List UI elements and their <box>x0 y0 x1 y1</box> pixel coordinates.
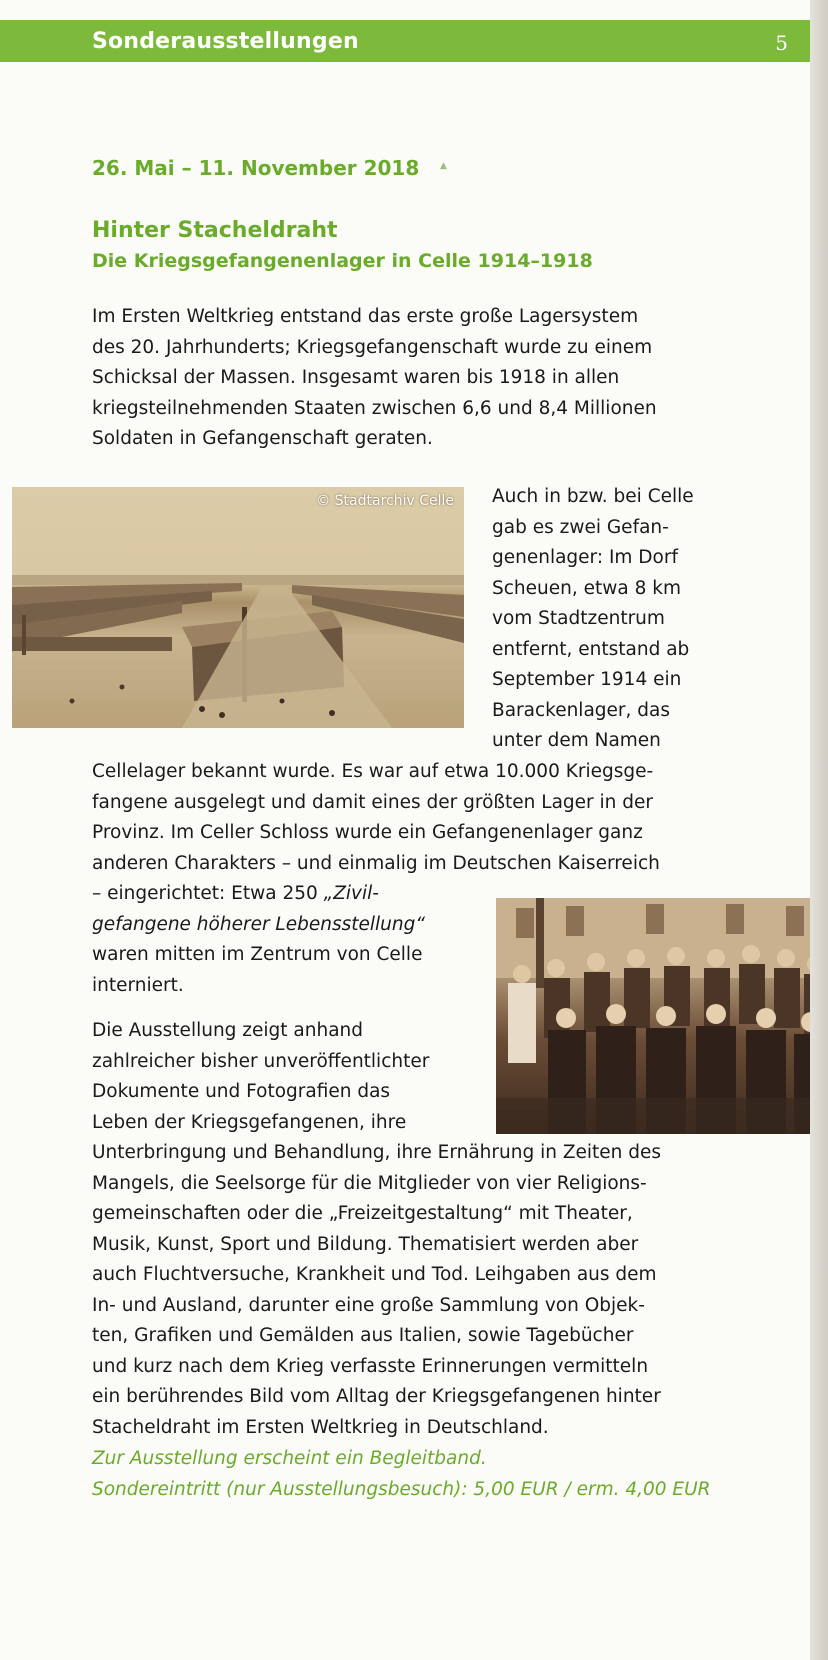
footer-notes <box>92 1444 711 1505</box>
text-line: Soldaten in Gefangenschaft geraten. <box>92 428 433 449</box>
text-line: September 1914 ein <box>492 669 682 690</box>
text-line: Mangels, die Seelsorge für die Mitglieder von vier Religions- <box>92 1172 647 1194</box>
camp-photo <box>12 487 464 728</box>
text-line: gab es zwei Gefan- <box>492 516 669 538</box>
text-line <box>92 879 425 910</box>
small-arrow-icon: ▲ <box>440 161 447 171</box>
text-line: anderen Charakters – und einmalig im Deutschen Kaiserreich <box>92 852 660 874</box>
text-fragment: – eingerichtet: Etwa 250 <box>92 883 324 904</box>
text-line: Barackenlager, das <box>492 699 670 721</box>
text-line: und kurz nach dem Krieg verfasste Erinnerungen vermitteln <box>92 1355 649 1377</box>
italic-quote: „Zivil- <box>323 883 379 904</box>
text-line: genenlager: Im Dorf <box>492 547 678 568</box>
text-line: Schicksal der Massen. Insgesamt waren bis 1918 in allen <box>92 367 620 388</box>
exhibit-paragraph-bottom <box>92 1138 661 1443</box>
companion-volume-note: Zur Ausstellung erscheint ein Begleitband. <box>92 1448 487 1469</box>
text-line: waren mitten im Zentrum von Celle <box>92 944 423 965</box>
exhibition-date: 26. Mai – 11. November 2018 <box>92 156 420 180</box>
section-header <box>0 20 810 62</box>
page-edge <box>810 0 828 1660</box>
text-line: In- und Ausland, darunter eine große Sammlung von Objek- <box>92 1294 645 1316</box>
text-line: Leben der Kriegsgefangenen, ihre <box>92 1111 407 1133</box>
text-line: Musik, Kunst, Sport und Bildung. Thematisiert werden aber <box>92 1233 639 1255</box>
text-line: unter dem Namen <box>492 730 661 751</box>
text-line: fangene ausgelegt und damit eines der größten Lager in der <box>92 791 654 813</box>
camp-photo-illustration <box>12 487 464 728</box>
text-line: Auch in bzw. bei Celle <box>492 486 694 507</box>
text-line: Cellelager bekannt wurde. Es war auf etwa 10.000 Kriegsge- <box>92 761 654 782</box>
page-number: 5 <box>775 31 788 55</box>
side-paragraph <box>492 482 694 757</box>
admission-fee: Sondereintritt (nur Ausstellungsbesuch): 5,00 EUR / erm. 4,00 EUR <box>92 1478 711 1500</box>
text-line: kriegsteilnehmenden Staaten zwischen 6,6 und 8,4 Millionen <box>92 397 657 419</box>
text-line: Stacheldraht im Ersten Weltkrieg in Deutschland. <box>92 1416 549 1438</box>
text-line: vom Stadtzentrum <box>492 608 665 629</box>
text-line: Die Ausstellung zeigt anhand <box>92 1020 363 1041</box>
text-line: gefangene höherer Lebensstellung“ <box>92 913 425 935</box>
text-line: ten, Grafiken und Gemälden aus Italien, sowie Tagebücher <box>92 1325 634 1346</box>
text-line: Provinz. Im Celler Schloss wurde ein Gefangenenlager ganz <box>92 822 643 843</box>
photo-credit: © Stadtarchiv Celle <box>316 493 454 509</box>
intro-paragraph <box>92 302 657 455</box>
text-line: ein berührendes Bild vom Alltag der Kriegsgefangenen hinter <box>92 1386 661 1407</box>
exhibition-title: Hinter Stacheldraht <box>92 218 338 243</box>
section-title: Sonderausstellungen <box>92 29 359 54</box>
group-photo <box>496 898 828 1134</box>
text-line: Unterbringung und Behandlung, ihre Ernährung in Zeiten des <box>92 1142 662 1163</box>
text-line: auch Fluchtversuche, Krankheit und Tod. Leihgaben aus dem <box>92 1264 657 1285</box>
middle-paragraph <box>92 757 660 879</box>
text-line: Scheuen, etwa 8 km <box>492 577 681 599</box>
text-line: gemeinschaften oder die „Freizeitgestaltung“ mit Theater, <box>92 1203 633 1224</box>
text-line: des 20. Jahrhunderts; Kriegsgefangenschaft wurde zu einem <box>92 336 653 358</box>
group-photo-illustration <box>496 898 828 1134</box>
exhibition-subtitle: Die Kriegsgefangenenlager in Celle 1914–1918 <box>92 250 593 272</box>
text-line: interniert. <box>92 974 184 996</box>
civilian-prisoners-text <box>92 879 425 1001</box>
text-line: entfernt, entstand ab <box>492 638 690 660</box>
exhibit-paragraph-top <box>92 1016 429 1138</box>
text-line: zahlreicher bisher unveröffentlichter <box>92 1050 430 1072</box>
text-line: Im Ersten Weltkrieg entstand das erste große Lagersystem <box>92 306 639 327</box>
text-line: Dokumente und Fotografien das <box>92 1081 391 1102</box>
